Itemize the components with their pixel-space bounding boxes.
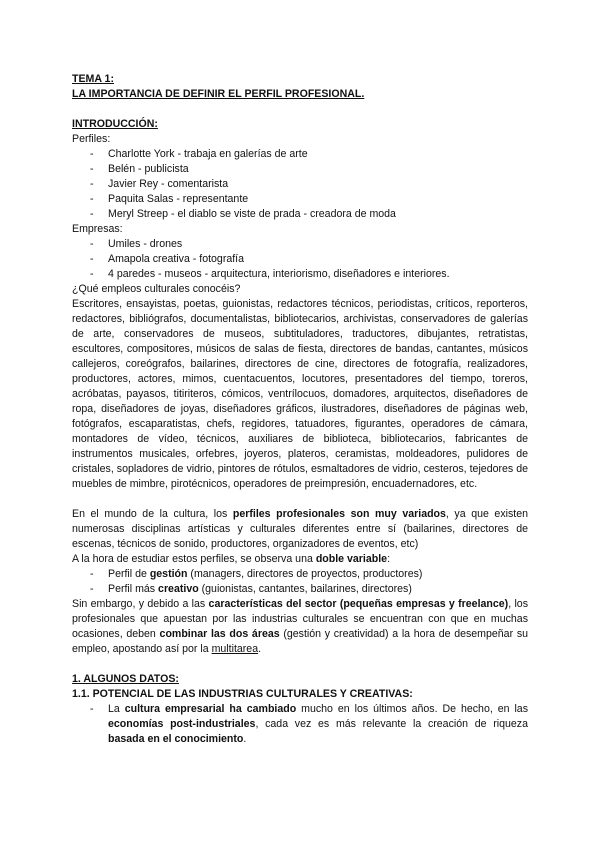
list-item: - La cultura empresarial ha cambiado mucho en los últimos años. De hecho, en las economías post-industriales, cada vez es más relevante la creación de riqueza basada en el conocimiento.: [72, 702, 528, 747]
list-item: - Paquita Salas - representante: [72, 192, 528, 207]
variable-list: [72, 567, 528, 597]
intro-heading: INTRODUCCIÓN:: [72, 118, 158, 130]
list-item: - Meryl Streep - el diablo se viste de prada - creadora de moda: [72, 207, 528, 222]
empleos-paragraph: Escritores, ensayistas, poetas, guionistas, redactores técnicos, periodistas, críticos, reporteros, redactores, bibliógrafos, documentalistas, bibliotecarios, archivistas, conservadores de galerías de arte, conservadores de museos, subtituladores, traductores, dibujantes, retratistas, escultores, compositores, músicos de salas de fiesta, directores de bandas, cantantes, músicos callejeros, coreógrafos, bailarines, directores de cine, directores de fotografía, realizadores, productores, actores, mimos, cuentacuentos, locutores, presentadores del tiempo, toreros, acróbatas, payasos, titiriteros, cómicos, ventrílocuos, domadores, arquitectos, diseñadores de ropa, diseñadores de joyas, diseñadores gráficos, ilustradores, diseñadores de páginas web, fotógrafos, escaparatistas, chefs, regidores, tatuadores, figurantes, operadores de cámara, montadores de vídeo, técnicos, auxiliares de biblioteca, bibliotecarios, fabricantes de instrumentos musicales, orfebres, joyeros, plateros, ceramistas, moldeadores, pulidores de cristales, sopladores de vidrio, pintores de rótulos, esmaltadores de vidrio, cesteros, tejedores de muebles de mimbre, pirotécnicos, operadores de preimpresión, encuadernadores, etc.: [72, 298, 528, 490]
list-item: - Perfil de gestión (managers, directores de proyectos, productores): [72, 567, 528, 582]
datos-subheading: 1.1. POTENCIAL DE LAS INDUSTRIAS CULTURALES Y CREATIVAS:: [72, 688, 413, 700]
list-item: - Belén - publicista: [72, 162, 528, 177]
empresas-list: [72, 237, 528, 282]
datos-list: [72, 702, 528, 747]
mundo-paragraph: En el mundo de la cultura, los perfiles profesionales son muy variados, ya que existen numerosas disciplinas artísticas y culturales diferentes entre sí (bailarines, directores de escenas, técnicos de sonido, productores, organizadores de eventos, etc): [72, 508, 528, 550]
sector-paragraph: Sin embargo, y debido a las características del sector (pequeñas empresas y freelance), los profesionales que apuestan por las industrias culturales se encuentran con que en muchas ocasiones, deben combinar las dos áreas (gestión y creatividad) a la hora de desempeñar su empleo, apostando así por la multitarea.: [72, 598, 529, 655]
perfiles-label: Perfiles:: [72, 133, 111, 145]
empresas-label: Empresas:: [72, 223, 123, 235]
tema-title: LA IMPORTANCIA DE DEFINIR EL PERFIL PROFESIONAL.: [72, 88, 365, 100]
list-item: - Charlotte York - trabaja en galerías de arte: [72, 147, 528, 162]
list-item: - Amapola creativa - fotografía: [72, 252, 528, 267]
list-item: - 4 paredes - museos - arquitectura, interiorismo, diseñadores e interiores.: [72, 267, 528, 282]
datos-heading: 1. ALGUNOS DATOS:: [72, 673, 179, 685]
list-item: - Umiles - drones: [72, 237, 528, 252]
list-item: - Javier Rey - comentarista: [72, 177, 528, 192]
empleos-question: ¿Qué empleos culturales conocéis?: [72, 283, 241, 295]
tema-number: TEMA 1:: [72, 73, 114, 85]
perfiles-list: [72, 147, 528, 222]
list-item: - Perfil más creativo (guionistas, cantantes, bailarines, directores): [72, 582, 528, 597]
variable-paragraph: A la hora de estudiar estos perfiles, se observa una doble variable:: [72, 553, 391, 565]
document-page: [72, 72, 528, 747]
